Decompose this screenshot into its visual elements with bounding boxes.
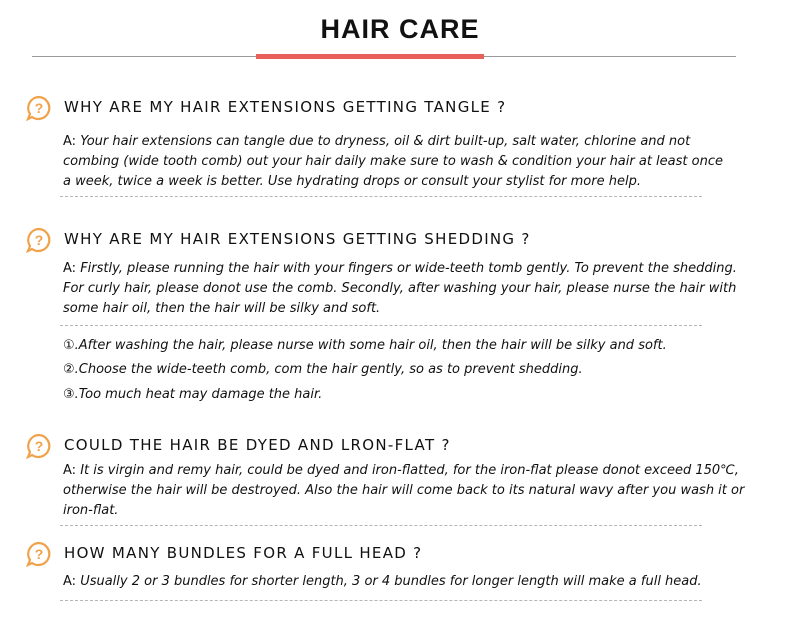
svg-text:?: ? bbox=[34, 100, 44, 116]
section-divider bbox=[60, 525, 702, 526]
answer-prefix: A: bbox=[63, 261, 81, 276]
question-bubble-icon bbox=[26, 541, 52, 567]
svg-text:?: ? bbox=[34, 438, 44, 454]
page-header bbox=[0, 0, 800, 62]
faq-answer bbox=[63, 572, 763, 592]
answer-line: a week, twice a week is better. Use hydrating drops or consult your stylist for more help. bbox=[63, 174, 641, 189]
section-divider bbox=[60, 325, 702, 326]
faq-answer bbox=[63, 132, 763, 192]
answer-line: combing (wide tooth comb) out your hair daily make sure to wash & condition your hair at least once bbox=[63, 154, 723, 169]
tip-number: ② bbox=[63, 362, 75, 377]
tip-text: .Too much heat may damage the hair. bbox=[74, 387, 323, 402]
answer-text: Usually 2 or 3 bundles for shorter length, 3 or 4 bundles for longer length will make a full head. bbox=[80, 574, 702, 589]
tip-number: ③ bbox=[63, 387, 75, 402]
section-divider bbox=[60, 600, 702, 601]
answer-text: Your hair extensions can tangle due to dryness, oil & dirt built-up, salt water, chlorine and not bbox=[80, 134, 691, 149]
tip-item bbox=[63, 338, 667, 353]
answer-line bbox=[63, 461, 763, 481]
question-bubble-icon bbox=[26, 95, 52, 121]
tip-number: ① bbox=[63, 338, 75, 353]
faq-answer bbox=[63, 259, 763, 319]
svg-text:?: ? bbox=[34, 546, 44, 562]
answer-line: otherwise the hair will be destroyed. Also the hair will come back to its natural wavy after you wash it or bbox=[63, 483, 745, 498]
faq-question: WHY ARE MY HAIR EXTENSIONS GETTING TANGLE ? bbox=[64, 98, 507, 116]
tip-text: .After washing the hair, please nurse with some hair oil, then the hair will be silky and soft. bbox=[74, 338, 667, 353]
answer-prefix: A: bbox=[63, 463, 81, 478]
answer-prefix: A: bbox=[63, 134, 81, 149]
faq-question: HOW MANY BUNDLES FOR A FULL HEAD ? bbox=[64, 544, 423, 562]
faq-question: COULD THE HAIR BE DYED AND LRON-FLAT ? bbox=[64, 436, 451, 454]
tip-item bbox=[63, 387, 322, 402]
answer-text: It is virgin and remy hair, could be dyed and iron-flatted, for the iron-flat please donot exceed 150℃, bbox=[80, 463, 739, 478]
page-title: HAIR CARE bbox=[320, 14, 480, 44]
faq-answer bbox=[63, 461, 763, 521]
answer-line bbox=[63, 132, 763, 152]
tip-item bbox=[63, 362, 583, 377]
answer-text: Firstly, please running the hair with your fingers or wide-teeth tomb gently. To prevent the shedding. bbox=[80, 261, 737, 276]
answer-line: For curly hair, please donot use the comb. Secondly, after washing your hair, please nurse the hair with bbox=[63, 281, 737, 296]
answer-line: some hair oil, then the hair will be silky and soft. bbox=[63, 301, 381, 316]
answer-line bbox=[63, 572, 763, 592]
question-bubble-icon bbox=[26, 227, 52, 253]
title-underline-accent bbox=[256, 54, 484, 59]
answer-prefix: A: bbox=[63, 574, 81, 589]
svg-text:?: ? bbox=[34, 232, 44, 248]
tip-text: .Choose the wide-teeth comb, com the hair gently, so as to prevent shedding. bbox=[74, 362, 583, 377]
question-bubble-icon bbox=[26, 433, 52, 459]
section-divider bbox=[60, 196, 702, 197]
faq-question: WHY ARE MY HAIR EXTENSIONS GETTING SHEDDING ? bbox=[64, 230, 531, 248]
answer-line bbox=[63, 259, 763, 279]
answer-line: iron-flat. bbox=[63, 503, 119, 518]
